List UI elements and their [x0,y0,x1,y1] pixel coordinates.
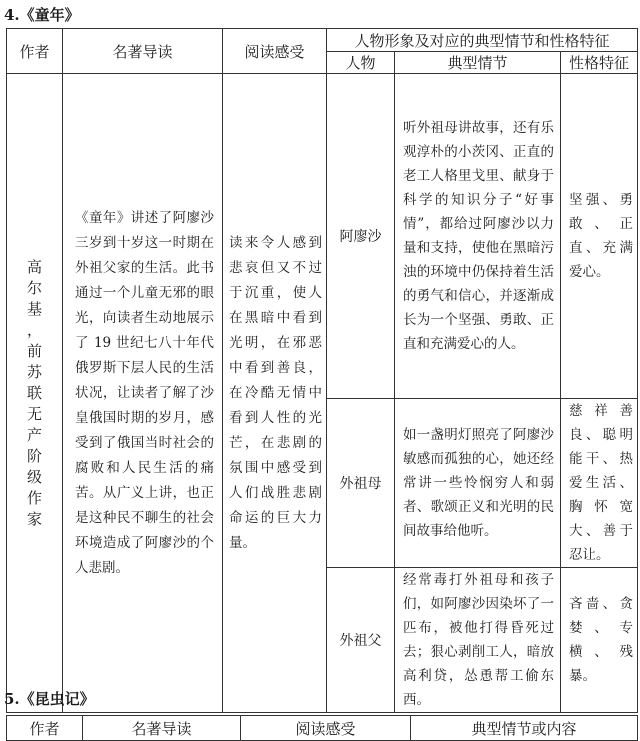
header-group: 人物形象及对应的典型情节和性格特征 [327,29,638,52]
character-name: 外祖父 [327,568,395,713]
feeling-text: 读来令人感到悲哀但又不过于沉重，使人在黑暗中看到光明，在邪恶中看到善良，在冷酷无情中看到人性的光芒，在悲剧的氛围中感受到人们战胜悲剧命运的巨大力量。 [223,74,327,713]
character-trait: 坚强、勇敢、正直、充满爱心。 [561,74,638,399]
header-plot: 典型情节或内容 [411,716,638,741]
header-plot: 典型情节 [395,52,561,74]
character-trait: 慈祥善良、聪明能干、热爱生活、胸怀宽大、善于忍让。 [561,399,638,568]
guide-text: 《童年》讲述了阿廖沙三岁到十岁这一时期在外祖父家的生活。此书通过一个儿童无邪的眼光，向读者生动地展示了 19 世纪七八十年代俄罗斯下层人民的生活状况，让读者了解了沙皇俄国时期的岁月，感受到了俄国当时社会的腐败和人民生活的痛苦。从广义上讲，也正是这种民不聊生的社会环境造成了阿廖沙的个人悲剧。 [63,74,223,713]
character-trait: 吝啬、贪婪、专横、残暴。 [561,568,638,713]
header-author: 作者 [7,29,63,74]
author-cell: 高 尔 基 ， 前 苏 联 无 产 阶 级 作 家 [7,74,63,713]
book-table-insects [6,715,638,741]
header-guide: 名著导读 [63,29,223,74]
book-table-childhood [6,28,638,713]
character-plot: 经常毒打外祖母和孩子们，如阿廖沙因染坏了一匹布，被他打得昏死过去；狠心剥削工人，暗放高利贷，怂恿帮工偷东西。 [395,568,561,713]
character-plot: 如一盏明灯照亮了阿廖沙敏感而孤独的心，她还经常讲一些怜悯穷人和弱者、歌颂正义和光明的民间故事给他听。 [395,399,561,568]
header-character: 人物 [327,52,395,74]
section-heading: 5.《昆虫记》 [4,690,95,708]
character-name: 阿廖沙 [327,74,395,399]
section-heading: 4.《童年》 [4,6,80,24]
header-feeling: 阅读感受 [223,29,327,74]
header-guide: 名著导读 [83,716,241,741]
character-name: 外祖母 [327,399,395,568]
header-feeling: 阅读感受 [241,716,411,741]
character-plot: 听外祖母讲故事，还有乐观淳朴的小茨冈、正直的老工人格里戈里、献身于科学的知识分子“好事情”，都给过阿廖沙以力量和支持，使他在黑暗污浊的环境中仍保持着生活的勇气和信心，并逐渐成长为一个坚强、勇敢、正直和充满爱心的人。 [395,74,561,399]
header-trait: 性格特征 [561,52,638,74]
header-author: 作者 [7,716,83,741]
